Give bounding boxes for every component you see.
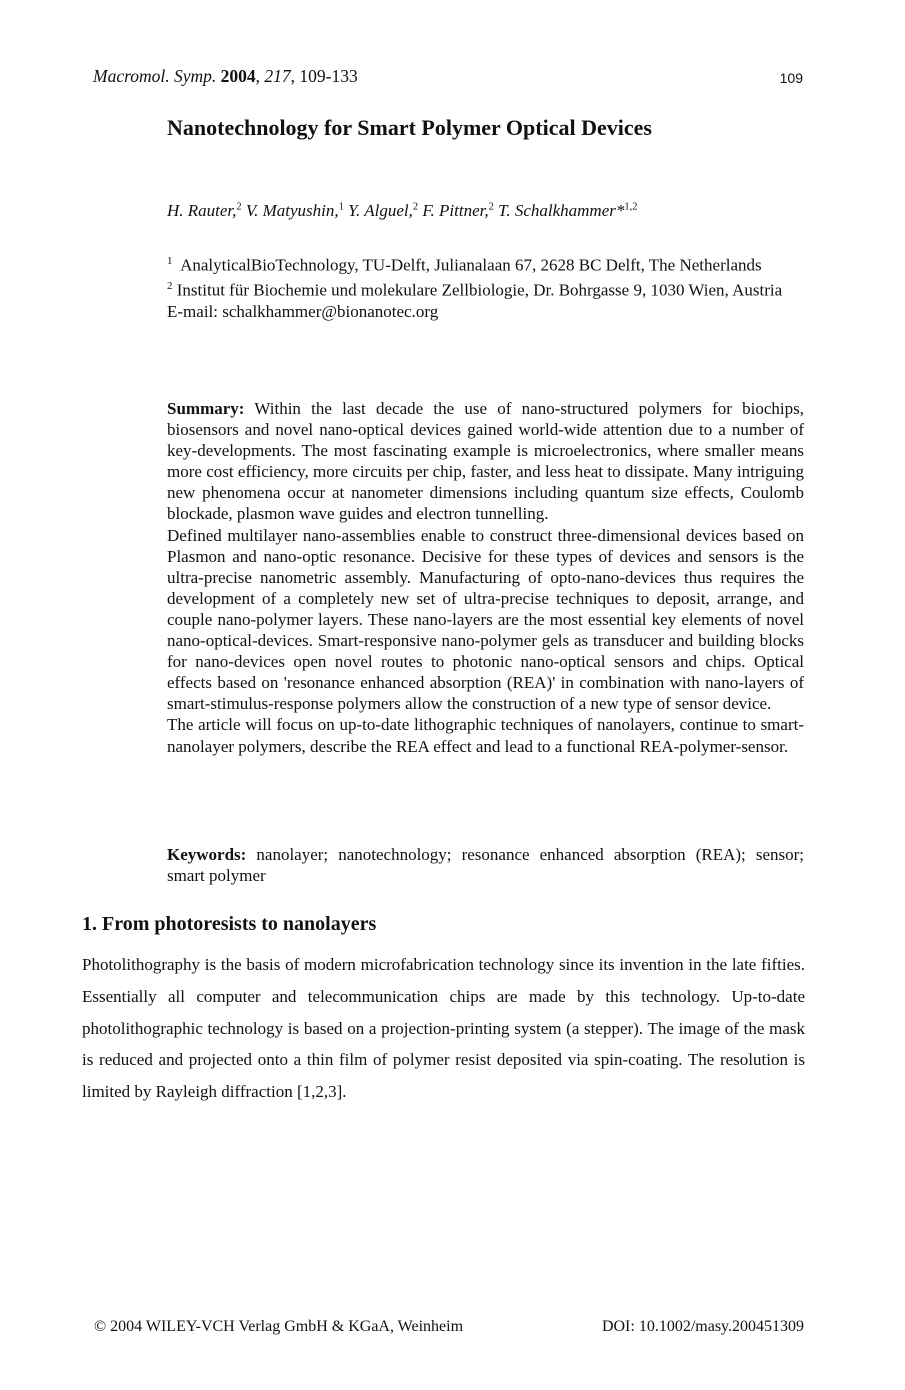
author-affiliation-mark: 2 [412, 201, 419, 213]
abstract-paragraph: The article will focus on up-to-date lithographic techniques of nanolayers, continue to smart-nanolayer polymers, describe the REA effect and lead to a functional REA-polymer-sensor. [167, 715, 804, 756]
author-name: T. Schalkhammer* [498, 201, 625, 220]
copyright-notice: © 2004 WILEY-VCH Verlag GmbH & KGaA, Weinheim [94, 1318, 464, 1335]
body-paragraph: Photolithography is the basis of modern microfabrication technology since its invention in the late fifties. Essentially all computer and telecommunication chips are made by this technology. Up-to-date photolithographic technology is based on a projection-printing system (a stepper). The image of the mask is reduced and projected onto a thin film of polymer resist deposited via spin-coating. The resolution is limited by Rayleigh diffraction [1,2,3]. [82, 955, 805, 1102]
keywords-label: Keywords: [167, 845, 247, 864]
keywords [167, 844, 804, 886]
abstract-paragraph [167, 398, 804, 525]
abstract [167, 398, 804, 757]
section-heading: 1. From photoresists to nanolayers [82, 913, 377, 935]
author-name: V. Matyushin, [245, 201, 339, 220]
affiliation-number: 1 [167, 255, 173, 267]
affiliation-item [167, 251, 804, 276]
author-name: H. Rauter, [167, 201, 237, 220]
keywords-text: nanolayer; nanotechnology; resonance enhanced absorption (REA); sensor; smart polymer [167, 845, 804, 886]
affiliation-item [167, 276, 804, 301]
journal-pages: 109-133 [299, 66, 358, 86]
journal-volume: 217 [264, 66, 291, 86]
doi: DOI: 10.1002/masy.200451309 [601, 1318, 804, 1335]
journal-name: Macromol. Symp. [93, 66, 217, 86]
author-name: Y. Alguel, [348, 201, 413, 220]
author-list [167, 201, 638, 221]
abstract-text: Within the last decade the use of nano-structured polymers for biochips, biosensors and novel nano-optical devices gained world-wide attention due to a number of key-developments. The most fascinating example is microelectronics, where smaller means more cost efficiency, more circuits per chip, faster, and less heat to dissipate. Many intriguing new phenomena occur at nanometer dimensions including quantum size effects, Coulomb blockade, plasmon wave guides and electron tunnelling. [167, 399, 805, 524]
author-name: F. Pittner, [422, 201, 489, 220]
page-number: 109 [779, 70, 803, 86]
author-affiliation-mark: 2 [488, 201, 494, 213]
affiliations [167, 251, 804, 322]
author-affiliation-mark: 2 [236, 201, 242, 213]
affiliation-number: 2 [167, 279, 173, 292]
abstract-paragraph: Defined multilayer nano-assemblies enable to construct three-dimensional devices based on Plasmon and nano-optic resonance. Decisive for these types of devices and sensors is the ultra-precise nanometric assembly. Manufacturing of opto-nano-devices thus requires the development of a completely new set of ultra-precise techniques to deposit, arrange, and couple nano-polymer layers. These nano-layers are the most essential key elements of novel nano-optical-devices. Smart-responsive nano-polymer gels as transducer and building blocks for nano-devices open novel routes to photonic nano-optical sensors and chips. Optical effects based on 'resonance enhanced absorption (REA)' in combination with nano-layers of smart-stimulus-response polymers allow the construction of a new type of sensor device. [167, 525, 804, 714]
journal-year: 2004 [220, 66, 256, 86]
author-affiliation-mark: 1,2 [624, 201, 638, 213]
author-affiliation-mark: 1 [338, 201, 344, 213]
paper-title: Nanotechnology for Smart Polymer Optical Devices [167, 115, 652, 140]
affiliation-text: AnalyticalBioTechnology, TU-Delft, Julianalaan 67, 2628 BC Delft, The Netherlands [180, 255, 762, 275]
abstract-label: Summary: [167, 399, 245, 418]
journal-citation: Macromol. Symp. 2004, 217, 109-133 [93, 66, 358, 86]
affiliation-text: Institut für Biochemie und molekulare Zellbiologie, Dr. Bohrgasse 9, 1030 Wien, Austria [176, 280, 783, 300]
contact-email: E-mail: schalkhammer@bionanotec.org [167, 301, 439, 321]
